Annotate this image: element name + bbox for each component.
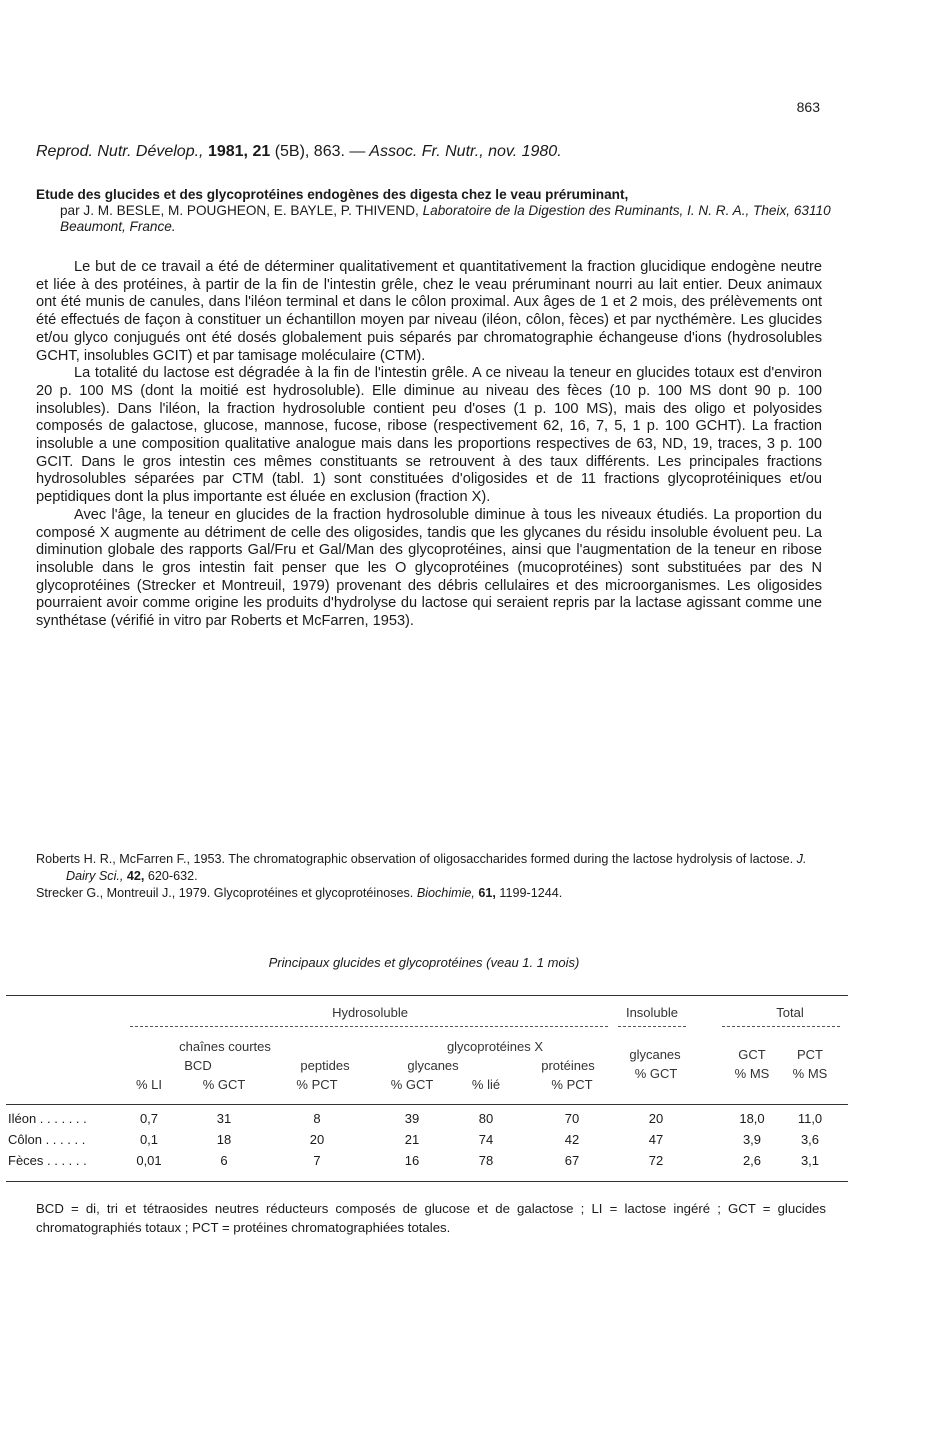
table-cell: 3,6 [800,1132,820,1147]
paragraph-2: La totalité du lactose est dégradée à la fin de l'intestin grêle. A ce niveau la teneur en glucides totaux est d'environ 20 p. 100 MS (dont la moitié est hydrosoluble). Elle diminue au niveau des fèces (10 p. 100 MS dont 90 p. 100 insolubles). Dans l'iléon, la fraction hydrosoluble contient peu d'oses (1 p. 100 MS), mais des oligo et polyosides composés de galactose, glucose, mannose, fucose, ribose (respectivement 62, 16, 7, 5, 1 p. 100 GCHT). La fraction insoluble a une composition qualitative analogue mais dans les proportions respectives de 63, ND, 19, traces, 3 p. 100 GCIT. Dans le gros intestin ces mêmes constituants se retrouvent à des taux différents. Les principales fractions hydrosolubles séparées par CTM (tabl. 1) sont constituées d'oligosides et de 11 fractions glycoprotéiniques et/ou peptidiques dont la plus importante est éluée en exclusion (fraction X). [36,365,822,506]
reference-authors: Roberts H. R., McFarren F., 1953. [36,852,225,866]
insoluble-rule [618,1026,686,1027]
table-cell: 18 [216,1132,232,1147]
row-label: Fèces . . . . . . [8,1153,87,1168]
table-cell: 70 [564,1111,580,1126]
table-bottom-rule [6,1181,848,1182]
reference-journal: Biochimie, [416,886,475,900]
table-cell: 47 [648,1132,664,1147]
table-cell: 2,6 [742,1153,762,1168]
table-cell: 0,7 [139,1111,159,1126]
table-cell: 42 [564,1132,580,1147]
reference-authors: Strecker G., Montreuil J., 1979. [36,886,211,900]
column-header: % GCT [634,1066,678,1081]
table-cell: 21 [404,1132,420,1147]
table-cell: 16 [404,1153,420,1168]
column-header: % PCT [296,1077,338,1092]
header-hydrosoluble: Hydrosoluble [332,1005,408,1020]
column-header: % MS [734,1066,770,1081]
table-header-rule [6,1104,848,1105]
reference-pages: 620-632. [147,869,198,883]
page-number: 863 [796,99,820,115]
reference-title: The chromatographic observation of oligosaccharides formed during the lactose hydrolysis of lactose. [228,852,794,866]
table-cell: 0,1 [139,1132,159,1147]
table-cell: 6 [220,1153,228,1168]
article-authors: par J. M. BESLE, M. POUGHEON, E. BAYLE, P. THIVEND, [60,203,419,218]
header-glycanes-insoluble: glycanes [629,1047,681,1062]
table-cell: 20 [648,1111,664,1126]
reference-title: Glycoprotéines et glycoprotéinoses. [213,886,414,900]
reference-volume: 61, [478,886,496,900]
citation-dash: — [349,143,366,160]
column-header: % GCT [202,1077,246,1092]
table-cell: 31 [216,1111,232,1126]
header-pct-total: PCT [797,1047,823,1062]
table-cell: 80 [478,1111,494,1126]
citation-year: 1981, [207,143,248,160]
table-cell: 11,0 [797,1111,823,1126]
header-total: Total [776,1005,804,1020]
row-label: Iléon . . . . . . . [8,1111,87,1126]
table-cell: 67 [564,1153,580,1168]
hydrosoluble-rule [130,1026,608,1027]
citation-volume: 21 [252,143,271,160]
table-top-rule [6,995,848,996]
table-cell: 0,01 [136,1153,162,1168]
reference-volume: 42, [126,869,145,883]
total-rule [722,1026,840,1027]
header-glycanes: glycanes [407,1058,459,1073]
header-peptides: peptides [300,1058,350,1073]
table-cell: 7 [313,1153,321,1168]
article-header [36,187,834,235]
table-footnote: BCD = di, tri et tétraosides neutres réducteurs composés de glucose et de galactose ; LI = lactose ingéré ; GCT = glucides chromatographiés totaux ; PCT = protéines chromatographiées totales. [36,1201,826,1235]
column-header: % MS [792,1066,828,1081]
column-header: % GCT [390,1077,434,1092]
column-header: % PCT [551,1077,593,1092]
reference-pages: 1199-1244. [499,886,563,900]
abstract-body [36,259,822,631]
reference-item [36,885,822,902]
table-cell: 39 [404,1111,420,1126]
header-insoluble: Insoluble [625,1005,679,1020]
journal-name: Reprod. Nutr. Dévelop., [36,143,204,160]
row-label: Côlon . . . . . . [8,1132,86,1147]
column-header: % lié [471,1077,501,1092]
article-title: Etude des glucides et des glycoprotéines endogènes des digesta chez le veau préruminant, [36,187,629,202]
table-cell: 20 [309,1132,325,1147]
reference-journal: J. Dairy Sci., [66,852,807,883]
paragraph-1: Le but de ce travail a été de déterminer qualitativement et quantitativement la fraction glucidique endogène neutre et liée à des protéines, à partir de la fin de l'intestin grêle, chez le veau préruminant nourri au lait entier. Deux animaux ont été munis de canules, dans l'iléon terminal et dans le côlon proximal. Aux âges de 1 et 2 mois, des prélèvements ont été effectués de façon à constituer un échantillon moyen par niveau (iléon, côlon, fèces) et par nycthémère. Les glucides et/ou glyco conjugués ont été dosés globalement puis séparés par chromatographie échangeuse d'ions (hydrosolubles GCHT, insolubles GCIT) et par tamisage moléculaire (CTM). [36,259,822,364]
references [36,851,822,902]
citation-association: Assoc. Fr. Nutr., nov. 1980. [369,143,562,160]
table-caption: Principaux glucides et glycoprotéines (veau 1. 1 mois) [268,955,580,970]
header-bcd: BCD [184,1058,212,1073]
paragraph-3: Avec l'âge, la teneur en glucides de la fraction hydrosoluble diminue à tous les niveaux étudiés. La proportion du composé X augmente au détriment de celle des oligosides, tandis que les glycanes du résidu insoluble évoluent peu. La diminution globale des rapports Gal/Fru et Gal/Man des glycoprotéines, ainsi que l'augmentation de la teneur en ribose insoluble dans le gros intestin fait penser que les O glycoprotéines (mucoprotéines) sont substituées par des N glycoprotéines (Strecker et Montreuil, 1979) provenant des débris cellulaires et des microorganismes. Les oligosides pourraient avoir comme origine les produits d'hydrolyse du lactose qui seraient repris par la lactase agissant comme une synthétase (vérifié in vitro par Roberts et McFarren, 1953). [36,506,822,630]
table-cell: 3,9 [742,1132,762,1147]
table-cell: 72 [648,1153,664,1168]
journal-citation [36,143,836,161]
article-affiliation: Laboratoire de la Digestion des Ruminants, I. N. R. A., Theix, 63110 Beaumont, France. [60,203,831,234]
table-cell: 3,1 [800,1153,820,1168]
table-cell: 74 [478,1132,494,1147]
author-line [36,203,834,235]
header-chaines-courtes: chaînes courtes [179,1039,271,1054]
column-header: % LI [135,1077,162,1092]
table-cell: 8 [313,1111,321,1126]
header-glycoproteines-x: glycoprotéines X [446,1039,544,1054]
table-cell: 78 [478,1153,494,1168]
reference-item [36,851,822,885]
citation-issue: (5B), 863. [274,143,345,160]
header-proteines: protéines [541,1058,595,1073]
table-cell: 18,0 [739,1111,765,1126]
header-gct-total: GCT [738,1047,766,1062]
